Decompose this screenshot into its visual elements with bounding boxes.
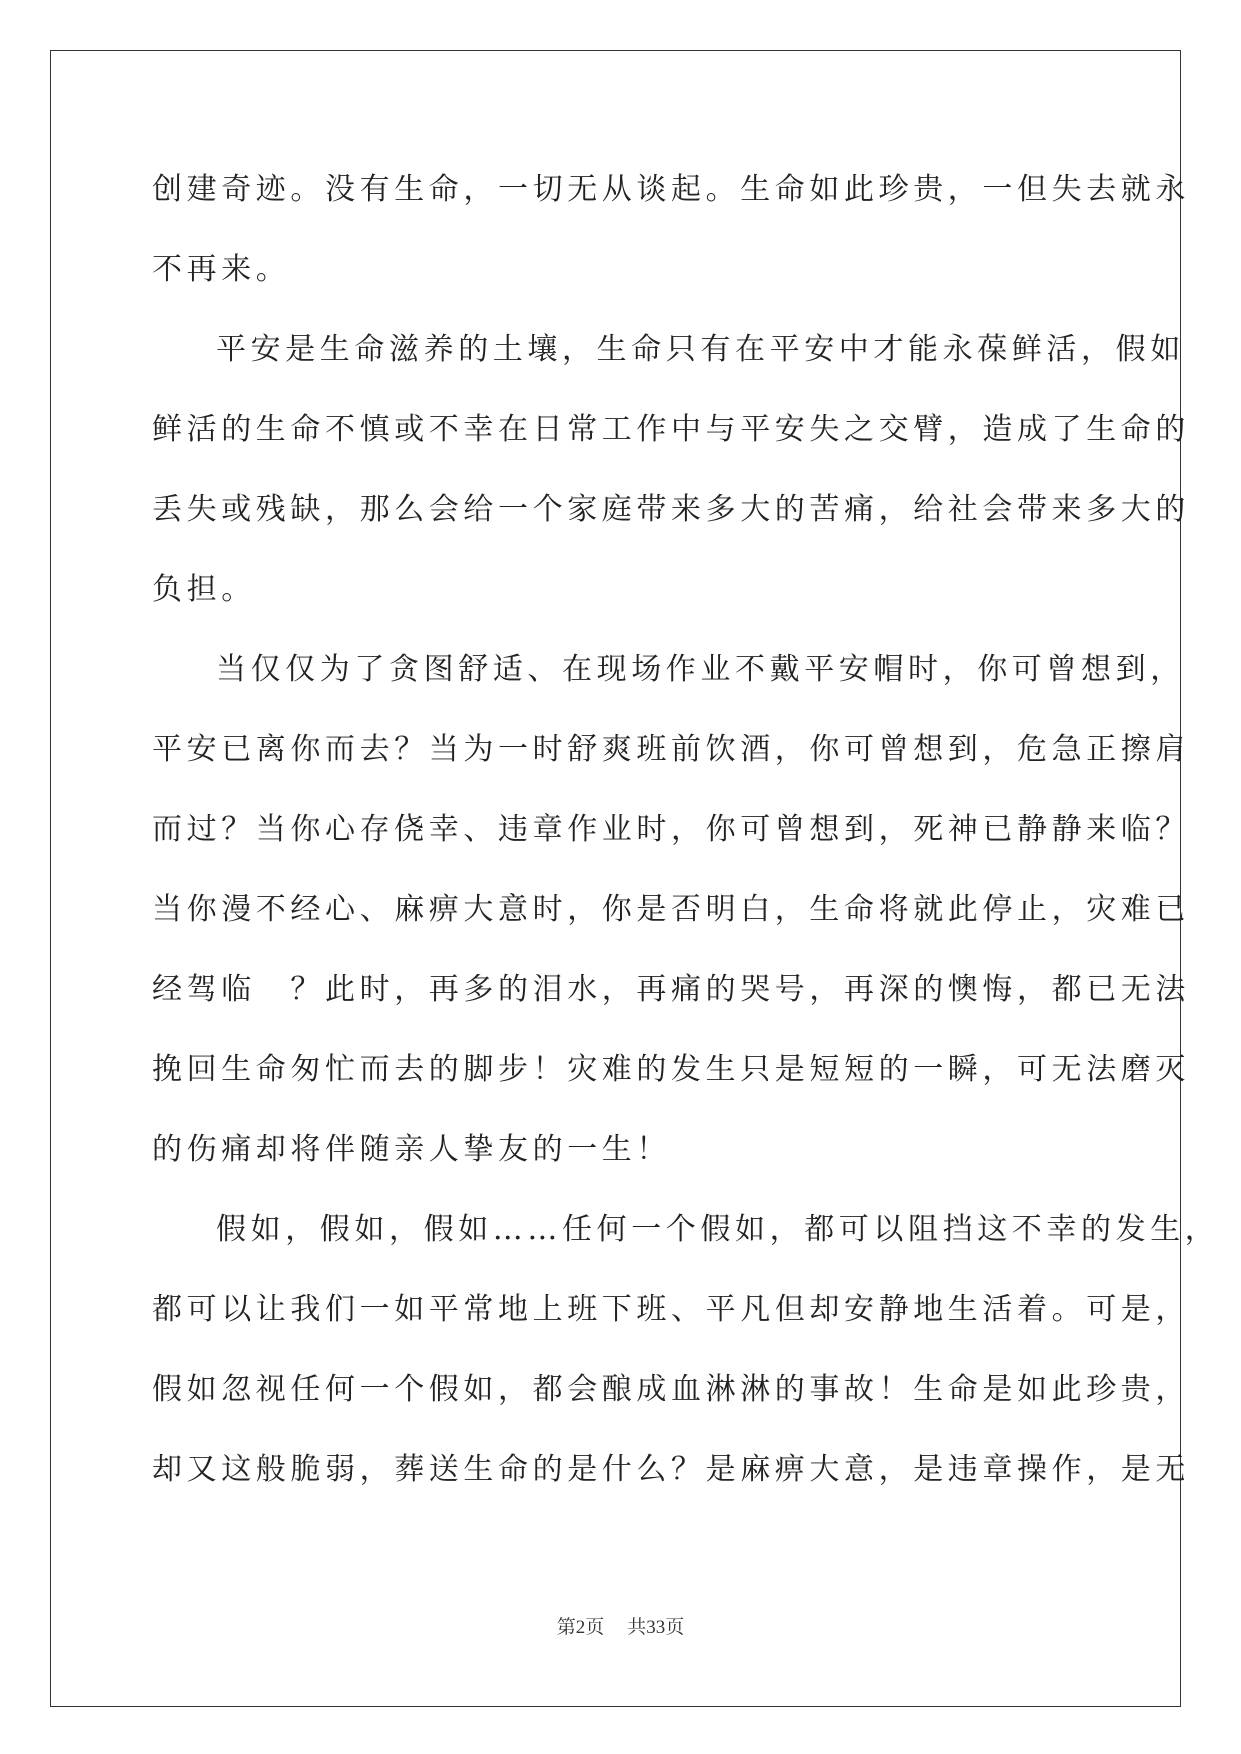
page-total: 共33页 <box>627 1617 685 1638</box>
text-line: 平安是生命滋养的土壤，生命只有在平安中才能永葆鲜活，假如 <box>216 332 1185 367</box>
text-line: 却又这般脆弱，葬送生命的是什么？是麻痹大意，是违章操作，是无 <box>152 1452 1190 1487</box>
document-body <box>152 150 1220 1510</box>
text-line: 创建奇迹。没有生命，一切无从谈起。生命如此珍贵，一但失去就永 <box>152 172 1190 207</box>
text-line: 不再来。 <box>152 252 291 287</box>
text-line: 当仅仅为了贪图舒适、在现场作业不戴平安帽时，你可曾想到， <box>216 652 1185 687</box>
text-line: 经驾临 ？此时，再多的泪水，再痛的哭号，再深的懊悔，都已无法 <box>152 972 1190 1007</box>
text-line: 丢失或残缺，那么会给一个家庭带来多大的苦痛，给社会带来多大的 <box>152 492 1190 527</box>
text-line: 平安已离你而去？当为一时舒爽班前饮酒，你可曾想到，危急正擦肩 <box>152 732 1190 767</box>
text-line: 挽回生命匆忙而去的脚步！灾难的发生只是短短的一瞬，可无法磨灭 <box>152 1052 1190 1087</box>
text-line: 鲜活的生命不慎或不幸在日常工作中与平安失之交臂，造成了生命的 <box>152 412 1190 447</box>
page-number: 第2页 <box>556 1617 605 1638</box>
text-line: 假如忽视任何一个假如，都会酿成血淋淋的事故！生命是如此珍贵， <box>152 1372 1190 1407</box>
page-footer <box>0 1612 1241 1639</box>
text-line: 当你漫不经心、麻痹大意时，你是否明白，生命将就此停止，灾难已 <box>152 892 1190 927</box>
text-line: 都可以让我们一如平常地上班下班、平凡但却安静地生活着。可是， <box>152 1292 1190 1327</box>
text-line: 假如，假如，假如……任何一个假如，都可以阻挡这不幸的发生， <box>216 1212 1220 1247</box>
text-line: 而过？当你心存侥幸、违章作业时，你可曾想到，死神已静静来临？ <box>152 812 1190 847</box>
text-line: 的伤痛却将伴随亲人挚友的一生！ <box>152 1132 671 1167</box>
text-line: 负担。 <box>152 572 256 607</box>
